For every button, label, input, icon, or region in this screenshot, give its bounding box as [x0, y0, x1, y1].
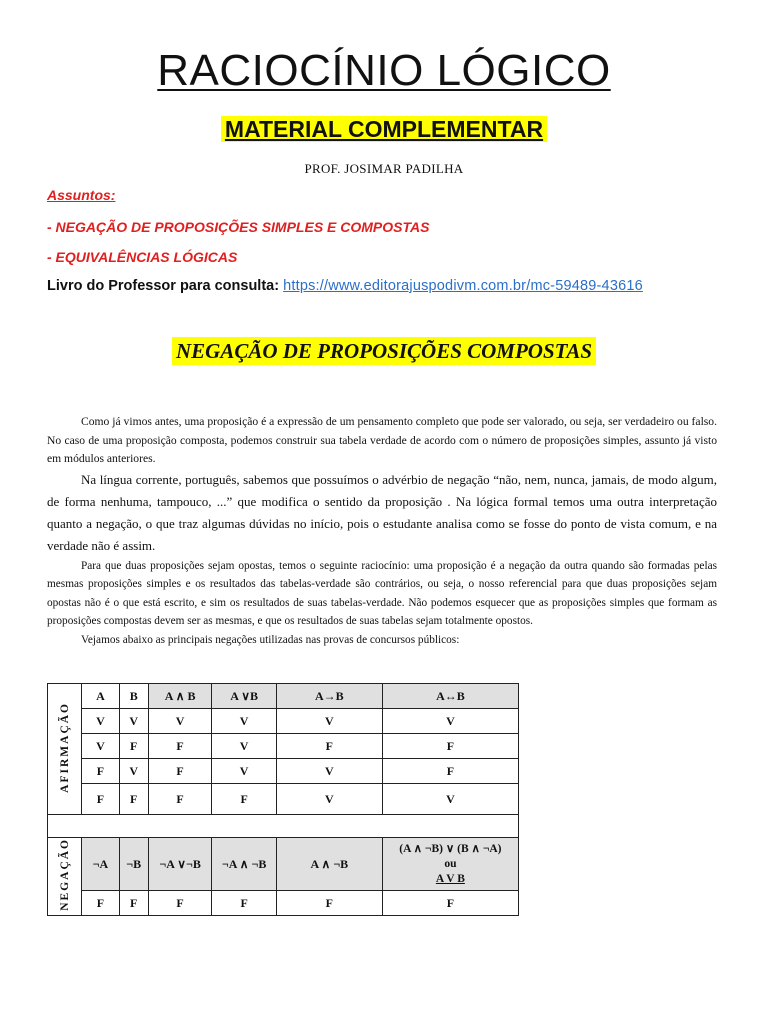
header-cell: A ∧ B: [148, 684, 212, 709]
spacer-cell: [48, 815, 519, 838]
professor-name: PROF. JOSIMAR PADILHA: [304, 161, 464, 176]
table-cell: F: [382, 734, 518, 759]
table-cell: V: [212, 709, 277, 734]
table-cell: V: [382, 784, 518, 815]
body-text: [47, 413, 717, 649]
header-cell: ¬B: [119, 838, 148, 891]
header-cell: B: [119, 684, 148, 709]
header-cell: A→B: [276, 684, 382, 709]
table-cell: V: [276, 784, 382, 815]
table-cell: V: [276, 759, 382, 784]
book-reference: [47, 278, 643, 294]
table-cell: V: [148, 709, 212, 734]
paragraph: Para que duas proposições sejam opostas, temos o seguinte raciocínio: uma proposição é a negação da outra quando são formadas pelas mesmas proposições simples e os resultados das tabelas-verdade são contrários, ou seja, o nosso referencial para que duas proposições sejam opostas não é o que está escrito, e sim os resultados de suas tabelas-verdade. Não podemos esquecer que as proposições simples que formam as proposições compostas devem ser as mesmas, e que os resultados de suas tabelas sejam totalmente opostos.: [47, 559, 717, 628]
section-title: NEGAÇÃO DE PROPOSIÇÕES COMPOSTAS: [0, 339, 768, 364]
header-cell: A ∧ ¬B: [276, 838, 382, 891]
table-row: [48, 709, 519, 734]
table-cell: F: [148, 784, 212, 815]
header-line: (A ∧ ¬B) ∨ (B ∧ ¬A): [399, 842, 502, 855]
topic-item: - EQUIVALÊNCIAS LÓGICAS: [47, 249, 238, 265]
table-cell: F: [148, 759, 212, 784]
table-cell: F: [148, 891, 212, 916]
header-cell: A: [82, 684, 119, 709]
book-label: Livro do Professor para consulta:: [47, 278, 280, 294]
table-cell: F: [382, 891, 518, 916]
table-cell: V: [119, 709, 148, 734]
table-row: [48, 734, 519, 759]
header-cell: A↔B: [382, 684, 518, 709]
negation-header-row: [48, 838, 519, 891]
table-header-row: [48, 684, 519, 709]
table-cell: V: [119, 759, 148, 784]
header-cell: ¬A ∧ ¬B: [212, 838, 277, 891]
table-spacer-row: [48, 815, 519, 838]
header-cell: A ∨B: [212, 684, 277, 709]
table-cell: F: [119, 784, 148, 815]
topic-item: - NEGAÇÃO DE PROPOSIÇÕES SIMPLES E COMPOSTAS: [47, 219, 430, 235]
document-title: RACIOCÍNIO LÓGICO: [157, 46, 611, 95]
table-cell: V: [382, 709, 518, 734]
book-link[interactable]: https://www.editorajuspodivm.com.br/mc-59489-43616: [283, 278, 643, 294]
header-line: A V B: [435, 872, 465, 885]
table-cell: F: [119, 891, 148, 916]
paragraph: Como já vimos antes, uma proposição é a expressão de um pensamento completo que pode ser valorado, ou seja, ser verdadeiro ou falso. No caso de uma proposição composta, podemos construir sua tabela verdade de acordo com o número de proposições simples, assunto já visto em módulos anteriores.: [47, 415, 717, 465]
table-cell: V: [212, 759, 277, 784]
truth-table: [47, 683, 519, 916]
negation-label-cell: [48, 838, 82, 916]
table-cell: F: [82, 759, 119, 784]
header-cell: ¬A: [82, 838, 119, 891]
table-cell: F: [212, 784, 277, 815]
table-cell: V: [82, 709, 119, 734]
table-cell: F: [119, 734, 148, 759]
document-subtitle: MATERIAL COMPLEMENTAR: [0, 116, 768, 143]
topics-label: Assuntos:: [47, 187, 116, 203]
header-cell: ¬A ∨¬B: [148, 838, 212, 891]
table-cell: F: [276, 734, 382, 759]
header-cell: [382, 838, 518, 891]
paragraph: Na língua corrente, português, sabemos que possuímos o advérbio de negação “não, nem, nunca, jamais, de modo algum, de forma nenhuma, tampouco, ...” que modifica o sentido da proposição . Na lógica formal temos uma outra interpretação quanto a negação, o que traz algumas dúvidas no início, pois o estudante analisa como se fosse do ponto de vista comum, e na verdade não é assim.: [47, 471, 717, 553]
negation-label: NEGAÇÃO: [58, 838, 71, 911]
table-cell: F: [82, 784, 119, 815]
header-line: ou: [444, 857, 457, 870]
table-cell: F: [212, 891, 277, 916]
affirmation-label-cell: [48, 684, 82, 815]
paragraph: Vejamos abaixo as principais negações utilizadas nas provas de concursos públicos:: [81, 633, 460, 646]
table-cell: F: [382, 759, 518, 784]
table-cell: F: [82, 891, 119, 916]
table-cell: F: [148, 734, 212, 759]
table-cell: V: [276, 709, 382, 734]
table-cell: V: [82, 734, 119, 759]
table-cell: F: [276, 891, 382, 916]
table-row: [48, 759, 519, 784]
table-row: [48, 784, 519, 815]
table-row: [48, 891, 519, 916]
table-cell: V: [212, 734, 277, 759]
affirmation-label: AFIRMAÇÃO: [58, 701, 71, 793]
